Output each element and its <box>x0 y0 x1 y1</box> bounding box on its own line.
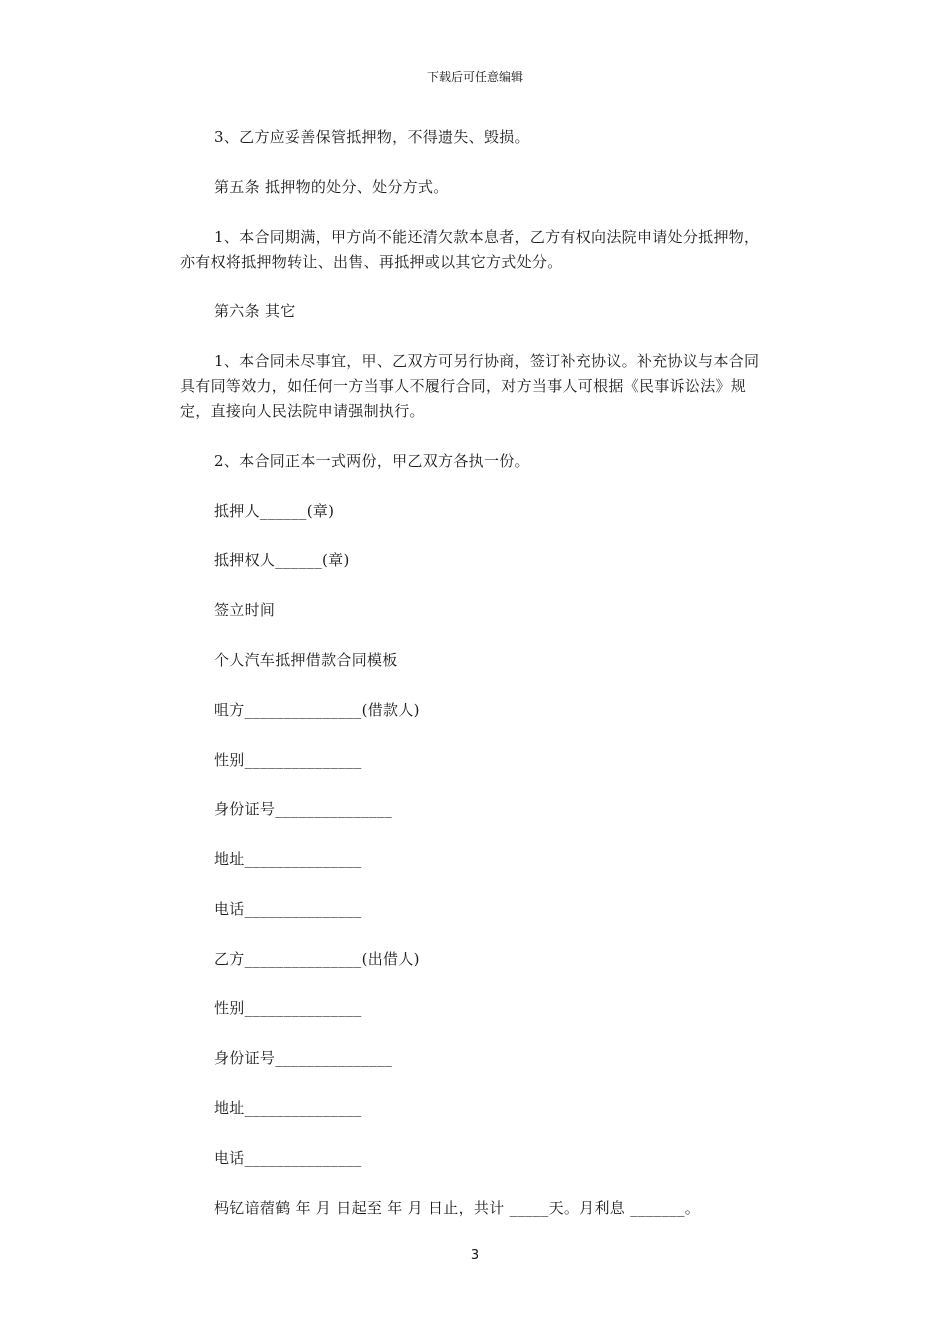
party-a-gender: 性别_______________ <box>214 751 362 769</box>
article-5-heading: 第五条 抵押物的处分、处分方式。 <box>214 178 449 196</box>
party-b-line: 乙方_______________(出借人) <box>214 950 420 968</box>
clause-6-2: 2、本合同正本一式两份，甲乙双方各执一份。 <box>214 452 530 470</box>
party-b-id: 身份证号_______________ <box>214 1049 393 1067</box>
clause-5-1: 1、本合同期满，甲方尚不能还清欠款本息者，乙方有权向法院申请处分抵押物，亦有权将抵押物转让、出售、再抵押或以其它方式处分。 <box>180 228 760 271</box>
party-a-address: 地址_______________ <box>214 850 362 868</box>
mortgagee-signature: 抵押权人______(章) <box>214 551 350 569</box>
loan-term-line: 杩钇谙蓿鹤 年 月 日起至 年 月 日止，共计 _____天。月利息 _______。 <box>214 1199 701 1217</box>
clause-4-3: 3、乙方应妥善保管抵押物，不得遗失、毁损。 <box>214 128 530 146</box>
party-b-address: 地址_______________ <box>214 1099 362 1117</box>
party-b-gender: 性别_______________ <box>214 999 362 1017</box>
signing-date: 签立时间 <box>214 601 276 619</box>
party-b-phone: 电话_______________ <box>214 1149 362 1167</box>
party-a-line: 咀方_______________(借款人) <box>214 701 420 719</box>
article-6-heading: 第六条 其它 <box>214 302 296 320</box>
template-title: 个人汽车抵押借款合同模板 <box>214 651 398 669</box>
mortgagor-signature: 抵押人______(章) <box>214 502 335 520</box>
party-a-phone: 电话_______________ <box>214 900 362 918</box>
page-number: 3 <box>470 1248 480 1263</box>
clause-6-1: 1、本合同未尽事宜，甲、乙双方可另行协商，签订补充协议。补充协议与本合同具有同等效力，如任何一方当事人不履行合同，对方当事人可根据《民事诉讼法》规定，直接向人民法院申请强制执行。 <box>180 352 760 420</box>
party-a-id: 身份证号_______________ <box>214 800 393 818</box>
page-header: 下载后可任意编辑 <box>426 70 523 84</box>
